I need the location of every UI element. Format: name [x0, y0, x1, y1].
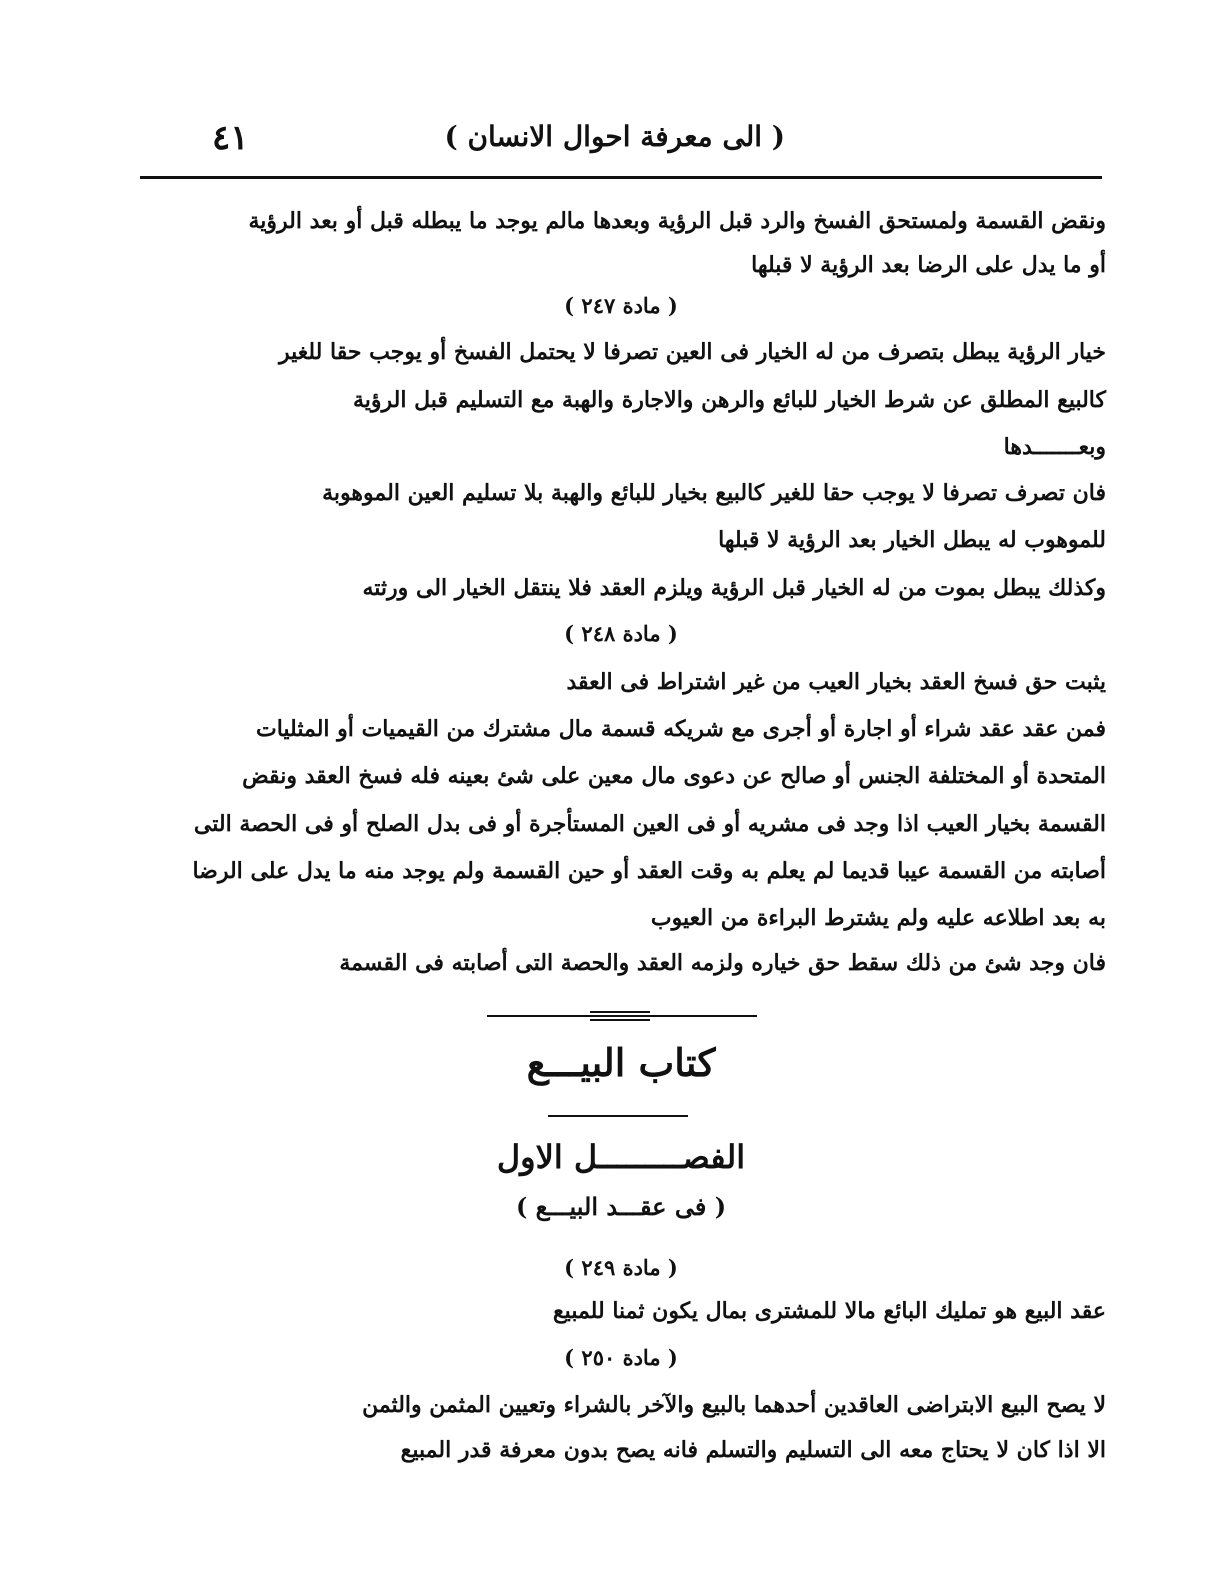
running-title: ( الى معرفة احوال الانسان ) [444, 120, 785, 153]
text-line: القسمة بخيار العيب اذا وجد فى مشريه أو فى العين المستأجرة أو فى بدل الصلح أو فى الحصة التى [193, 811, 1106, 837]
text-line: فمن عقد عقد شراء أو اجارة أو أجرى مع شريكه قسمة مال مشترك من القيميات أو المثليات [256, 716, 1106, 742]
chapter-title: الفصـــــــــل الاول [496, 1138, 746, 1176]
text-line: ونقض القسمة ولمستحق الفسخ والرد قبل الرؤية وبعدها مالم يوجد ما يبطله قبل أو بعد الرؤية [248, 208, 1106, 234]
article-heading-250: ( مادة ٢٥٠ ) [564, 1345, 678, 1370]
text-line: فان وجد شئ من ذلك سقط حق خياره ولزمه العقد والحصة التى أصابته فى القسمة [339, 950, 1106, 976]
page-number: ٤١ [212, 118, 249, 158]
text-line: كالبيع المطلق عن شرط الخيار للبائع والرهن والاجارة والهبة مع التسليم قبل الرؤية [352, 387, 1106, 413]
text-line: فان تصرف تصرفا لا يوجب حقا للغير كالبيع بخيار للبائع والهبة بلا تسليم العين الموهوبة [322, 480, 1106, 506]
article-heading-248: ( مادة ٢٤٨ ) [564, 621, 678, 646]
text-line: يثبت حق فسخ العقد بخيار العيب من غير اشتراط فى العقد [566, 669, 1106, 695]
article-heading-247: ( مادة ٢٤٧ ) [564, 293, 678, 318]
title-underline [548, 1115, 688, 1117]
text-line: وكذلك يبطل بموت من له الخيار قبل الرؤية ويلزم العقد فلا ينتقل الخيار الى ورثته [362, 575, 1106, 601]
header-rule [140, 176, 1102, 179]
text-line: وبعـــــــدها [1003, 434, 1106, 460]
text-line: للموهوب له يبطل الخيار بعد الرؤية لا قبلها [718, 527, 1106, 553]
text-line: أصابته من القسمة عيبا قديما لم يعلم به وقت العقد أو حين القسمة ولم يوجد منه ما يدل على الرضا [192, 858, 1106, 884]
text-line: الا اذا كان لا يحتاج معه الى التسليم والتسلم فانه يصح بدون معرفة قدر المبيع [400, 1437, 1106, 1463]
text-line: المتحدة أو المختلفة الجنس أو صالح عن دعوى مال معين على شئ بعينه فله فسخ العقد ونقض [242, 763, 1106, 789]
book-title: كتاب البيـــع [526, 1040, 716, 1085]
section-title: ( فى عقـــد البيـــع ) [515, 1192, 727, 1221]
text-line: أو ما يدل على الرضا بعد الرؤية لا قبلها [751, 252, 1106, 278]
text-line: به بعد اطلاعه عليه ولم يشترط البراءة من العيوب [650, 905, 1106, 931]
text-line: لا يصح البيع الابتراضى العاقدين أحدهما بالبيع والآخر بالشراء وتعيين المثمن والثمن [362, 1392, 1106, 1418]
page-header [140, 118, 1100, 174]
text-line: عقد البيع هو تمليك البائع مالا للمشترى بمال يكون ثمنا للمبيع [552, 1298, 1106, 1324]
divider-ornament [590, 1011, 650, 1021]
text-line: خيار الرؤية يبطل بتصرف من له الخيار فى العين تصرفا لا يحتمل الفسخ أو يوجب حقا للغير [279, 339, 1106, 365]
article-heading-249: ( مادة ٢٤٩ ) [564, 1255, 678, 1280]
